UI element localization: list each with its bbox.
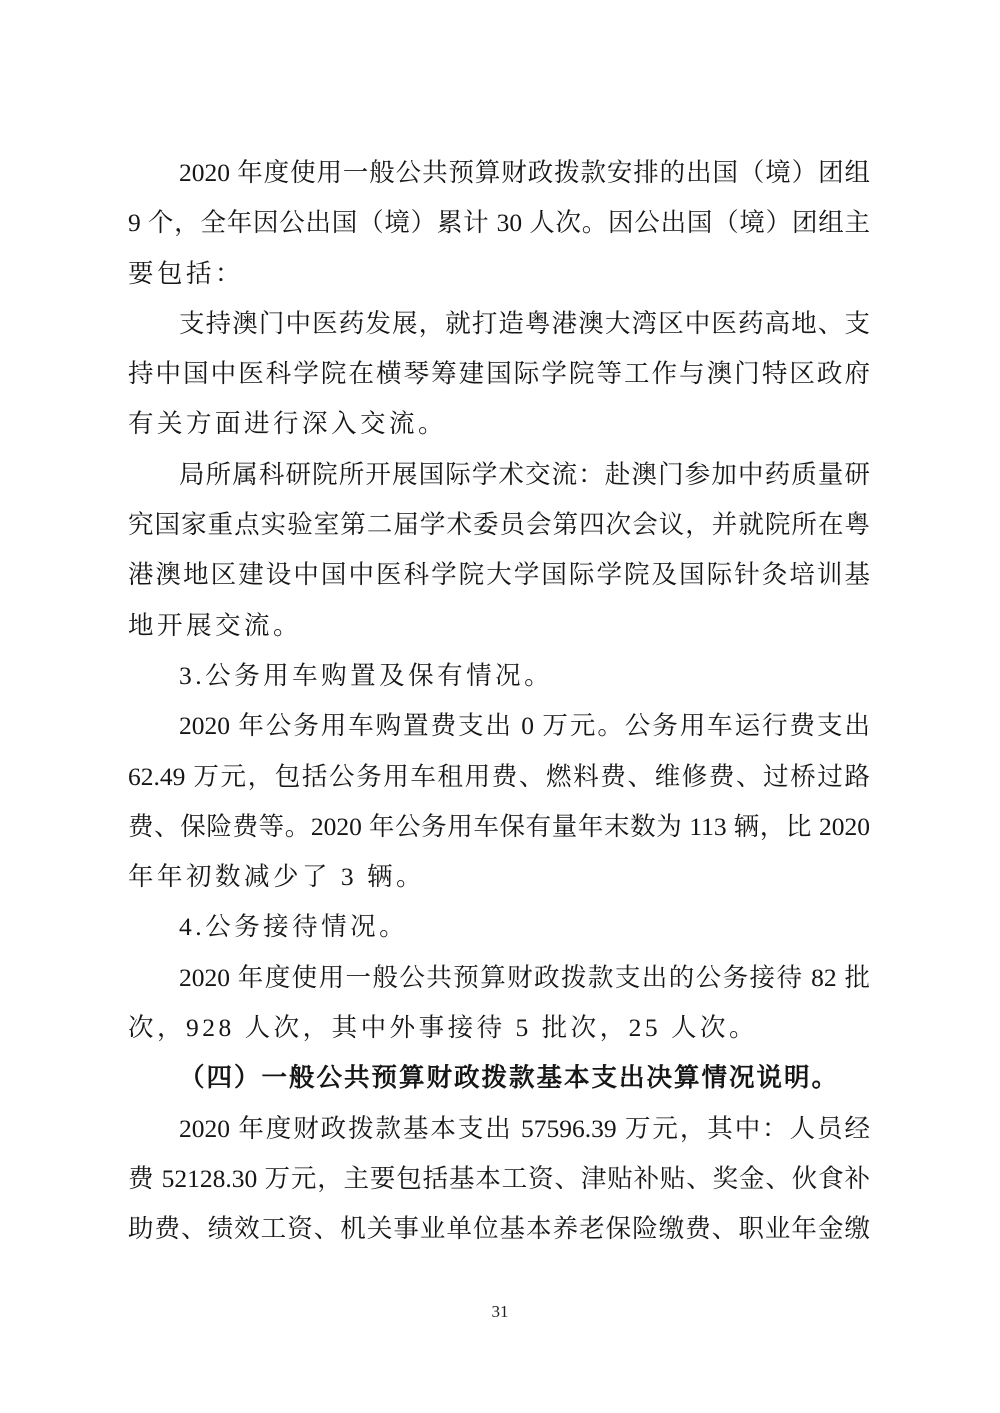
text-line: 2020 年度使用一般公共预算财政拨款支出的公务接待 82 批 <box>179 962 870 992</box>
paragraph <box>128 1104 870 1255</box>
text-line: 2020 年度使用一般公共预算财政拨款安排的出国（境）团组 <box>179 158 870 187</box>
paragraph <box>128 1053 870 1103</box>
paragraph <box>128 953 870 1054</box>
paragraph <box>128 450 870 651</box>
paragraph <box>128 701 870 902</box>
text-line: 助费、绩效工资、机关事业单位基本养老保险缴费、职业年金缴 <box>128 1214 870 1244</box>
text-line: 62.49 万元，包括公务用车租用费、燃料费、维修费、过桥过路 <box>128 761 870 791</box>
text-line: 9 个，全年因公出国（境）累计 30 人次。因公出国（境）团组主 <box>128 208 870 238</box>
text-line: 地开展交流。 <box>128 610 303 640</box>
text-line: 局所属科研院所开展国际学术交流：赴澳门参加中药质量研 <box>179 459 870 489</box>
text-line: 究国家重点实验室第二届学术委员会第四次会议，并就院所在粤 <box>128 510 870 540</box>
text-line: 要包括： <box>128 258 245 288</box>
text-line: 港澳地区建设中国中医科学院大学国际学院及国际针灸培训基 <box>128 560 870 590</box>
paragraph <box>128 651 870 701</box>
text-line: 年年初数减少了 3 辆。 <box>128 862 426 892</box>
page-number: 31 <box>491 1302 509 1321</box>
paragraph <box>128 902 870 952</box>
text-line: 费、保险费等。2020 年公务用车保有量年末数为 113 辆，比 2020 <box>128 811 870 841</box>
text-line: 有关方面进行深入交流。 <box>128 409 448 439</box>
text-line: 3.公务用车购置及保有情况。 <box>179 660 554 690</box>
text-line: 费 52128.30 万元，主要包括基本工资、津贴补贴、奖金、伙食补 <box>128 1163 870 1193</box>
paragraph <box>128 148 870 299</box>
text-line: 2020 年度财政拨款基本支出 57596.39 万元，其中：人员经 <box>179 1113 870 1143</box>
document-body <box>128 148 870 1255</box>
text-line: 2020 年公务用车购置费支出 0 万元。公务用车运行费支出 <box>179 711 870 741</box>
text-line: 支持澳门中医药发展，就打造粤港澳大湾区中医药高地、支 <box>179 308 870 338</box>
text-line: 4.公务接待情况。 <box>179 912 409 942</box>
text-line: （四）一般公共预算财政拨款基本支出决算情况说明。 <box>179 1063 840 1093</box>
text-line: 次，928 人次，其中外事接待 5 批次，25 人次。 <box>128 1013 759 1043</box>
text-line: 持中国中医科学院在横琴筹建国际学院等工作与澳门特区政府 <box>128 359 870 389</box>
paragraph <box>128 299 870 450</box>
